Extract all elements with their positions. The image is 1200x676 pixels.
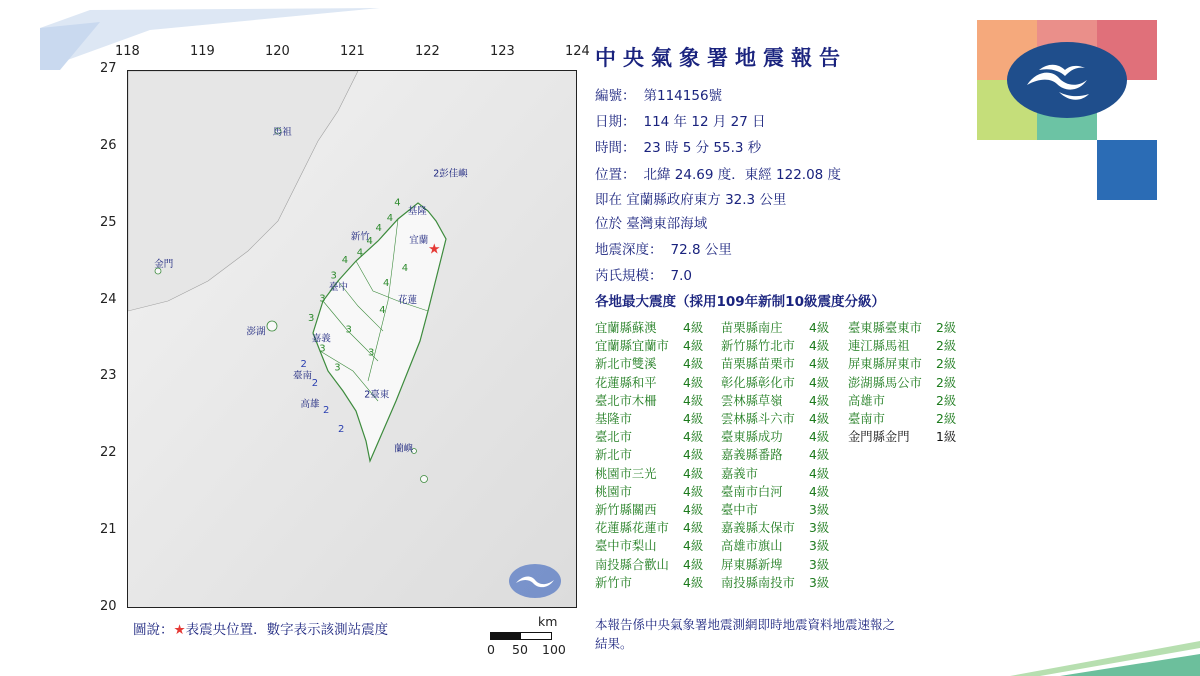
intensity-level: 1級 <box>936 430 957 445</box>
intensity-level: 2級 <box>936 357 957 372</box>
intensity-level: 2級 <box>936 339 957 354</box>
map-panel <box>95 40 590 660</box>
intensity-location: 臺中市 <box>721 503 758 517</box>
latitude-tick-20: 20 <box>100 599 117 614</box>
station-intensity-12: 3 <box>345 324 352 336</box>
place-label-13: 金門 <box>154 258 174 270</box>
report-footnote: 本報告係中央氣象署地震測網即時地震資料地震速報之結果。 <box>595 617 896 651</box>
report-depth <box>595 238 732 258</box>
intensity-level: 4級 <box>683 503 704 517</box>
intensity-location: 高雄市旗山 <box>721 539 783 554</box>
intensity-level: 4級 <box>683 575 704 590</box>
report-number <box>595 84 722 104</box>
intensity-level: 3級 <box>809 539 830 554</box>
epicenter-star-icon: ★ <box>428 241 441 258</box>
intensity-location: 雲林縣草嶺 <box>721 393 783 408</box>
report-time <box>595 136 761 156</box>
intensity-level: 4級 <box>809 412 830 426</box>
longitude-tick-120: 120 <box>265 44 290 59</box>
intensity-level: 4級 <box>683 521 704 536</box>
intensity-level: 4級 <box>683 430 704 445</box>
station-intensity-18: 2 <box>338 424 345 436</box>
penghu-islands <box>267 321 277 331</box>
report-date <box>595 110 766 130</box>
place-label-1: 2彭佳嶼 <box>433 168 468 180</box>
report-position <box>595 163 841 183</box>
place-label-11: 2臺東 <box>364 389 390 401</box>
intensity-level: 3級 <box>809 503 830 517</box>
depth-label: 地震深度： <box>595 242 663 258</box>
intensity-header: 各地最大震度（採用109年新制10級震度分級） <box>595 294 885 310</box>
intensity-location: 臺東縣成功 <box>721 430 783 445</box>
intensity-location: 新北市雙溪 <box>595 357 657 372</box>
station-intensity-13: 3 <box>319 343 326 355</box>
intensity-location: 臺北市 <box>595 430 632 445</box>
intensity-level: 2級 <box>936 375 957 390</box>
place-label-10: 高雄 <box>300 398 320 410</box>
station-intensity-14: 2 <box>300 358 307 370</box>
place-label-9: 臺南 <box>293 370 313 382</box>
station-intensity-6: 4 <box>401 262 409 274</box>
report-title: 中央氣象署地震報告 <box>595 46 847 70</box>
cwa-logo <box>977 20 1159 202</box>
intensity-location: 連江縣馬祖 <box>848 339 910 354</box>
latitude-tick-24: 24 <box>100 291 117 307</box>
intensity-location: 臺東縣臺東市 <box>848 321 922 335</box>
intensity-location: 雲林縣斗六市 <box>721 412 795 426</box>
intensity-location: 新北市 <box>595 448 632 463</box>
latitude-tick-26: 26 <box>100 137 117 153</box>
station-intensity-5: 4 <box>341 255 349 267</box>
intensity-level: 4級 <box>683 539 704 554</box>
station-intensity-10: 4 <box>379 305 386 317</box>
station-intensity-1: 4 <box>386 212 394 224</box>
logo-tile-blue <box>1097 140 1157 200</box>
intensity-location: 基隆市 <box>595 412 632 426</box>
intensity-location: 宜蘭縣蘇澳 <box>595 321 657 335</box>
station-intensity-8: 3 <box>330 270 337 282</box>
map-legend <box>133 618 388 638</box>
epicenter-star-icon: ★ <box>173 622 186 638</box>
time-label: 時間： <box>595 140 636 156</box>
date-label: 日期： <box>595 114 636 130</box>
intensity-location: 臺北市木柵 <box>595 393 657 408</box>
scale-unit: km <box>538 614 558 629</box>
intensity-level: 2級 <box>936 321 957 335</box>
intensity-location: 臺南市白河 <box>721 484 783 499</box>
scale-segment-dark <box>490 632 522 640</box>
station-intensity-19: 3 <box>368 347 375 359</box>
intensity-location: 南投縣南投市 <box>721 575 795 590</box>
station-intensity-11: 3 <box>308 312 315 324</box>
latitude-tick-21: 21 <box>100 522 117 538</box>
intensity-level: 4級 <box>683 339 704 354</box>
station-intensity-7: 4 <box>383 278 390 290</box>
intensity-level: 4級 <box>683 321 704 335</box>
report-relative-location: 即在 宜蘭縣政府東方 32.3 公里 <box>595 192 787 208</box>
scale-bar <box>487 614 575 658</box>
magnitude-label: 芮氏規模： <box>595 268 663 284</box>
station-intensity-3: 4 <box>366 235 373 247</box>
intensity-level: 4級 <box>809 448 830 463</box>
intensity-location: 苗栗縣南庄 <box>721 321 783 335</box>
scale-label-0: 0 <box>487 642 495 657</box>
station-intensity-15: 3 <box>334 362 341 374</box>
intensity-location: 嘉義縣太保市 <box>721 521 795 536</box>
place-label-6: 花蓮 <box>398 295 418 307</box>
intensity-level: 4級 <box>683 466 704 481</box>
latitude-tick-25: 25 <box>100 214 117 230</box>
logo-emblem <box>1007 42 1127 118</box>
intensity-location: 嘉義縣番路 <box>721 448 783 463</box>
intensity-level: 4級 <box>683 357 704 372</box>
bottom-right-decoration <box>1000 636 1200 676</box>
intensity-level: 4級 <box>809 339 830 354</box>
place-label-5: 臺中 <box>329 282 349 294</box>
intensity-level: 4級 <box>683 375 704 390</box>
position-label: 位置： <box>595 167 636 183</box>
longitude-tick-118: 118 <box>115 44 140 59</box>
intensity-location: 新竹縣竹北市 <box>721 339 795 354</box>
intensity-location: 屏東縣屏東市 <box>848 357 922 372</box>
intensity-location: 嘉義市 <box>721 466 758 481</box>
intensity-level: 2級 <box>936 412 957 426</box>
longitude-tick-122: 122 <box>415 44 440 59</box>
intensity-level: 4級 <box>809 321 830 335</box>
intensity-level: 4級 <box>809 357 830 372</box>
intensity-location: 花蓮縣花蓮市 <box>595 521 669 536</box>
position-value: 北緯 24.69 度．東經 122.08 度 <box>643 167 842 183</box>
time-value: 23 時 5 分 55.3 秒 <box>643 140 762 156</box>
intensity-location: 金門縣金門 <box>848 430 910 445</box>
intensity-level: 4級 <box>683 412 704 426</box>
intensity-level: 4級 <box>809 466 830 481</box>
station-intensity-2: 4 <box>375 222 382 234</box>
place-label-2: 基隆 <box>407 205 427 217</box>
latitude-tick-27: 27 <box>100 61 117 76</box>
intensity-location: 桃園市 <box>595 484 632 499</box>
station-intensity-16: 2 <box>311 378 319 390</box>
intensity-level: 4級 <box>809 375 830 390</box>
report-area: 位於 臺灣東部海域 <box>595 216 708 232</box>
latitude-tick-22: 22 <box>100 445 117 461</box>
intensity-level: 4級 <box>809 484 830 499</box>
place-label-8: 嘉義 <box>311 333 331 345</box>
earthquake-report <box>595 40 975 660</box>
report-magnitude <box>595 264 692 284</box>
station-intensity-9: 3 <box>319 293 326 305</box>
intensity-location: 南投縣合歡山 <box>595 557 669 572</box>
intensity-level: 4級 <box>683 484 704 499</box>
intensity-location: 臺中市梨山 <box>595 539 657 554</box>
intensity-location: 新竹縣關西 <box>595 503 657 517</box>
intensity-level: 4級 <box>683 448 704 463</box>
longitude-tick-119: 119 <box>190 44 215 59</box>
station-intensity-0: 4 <box>394 197 401 209</box>
legend-description: 表震央位置．數字表示該測站震度 <box>185 622 389 638</box>
intensity-location: 澎湖縣馬公市 <box>848 375 922 390</box>
intensity-level: 3級 <box>809 575 830 590</box>
place-label-3: 新竹 <box>350 231 370 243</box>
scale-segment-light <box>520 632 552 640</box>
intensity-location: 宜蘭縣宜蘭市 <box>595 339 669 354</box>
intensity-level: 3級 <box>809 521 830 536</box>
intensity-location: 桃園市三光 <box>595 466 657 481</box>
intensity-location: 花蓮縣和平 <box>595 375 657 390</box>
station-intensity-17: 2 <box>323 405 330 417</box>
station-intensity-4: 4 <box>356 247 364 259</box>
intensity-location: 彰化縣彰化市 <box>721 375 795 390</box>
date-value: 114 年 12 月 27 日 <box>643 114 766 130</box>
intensity-level: 2級 <box>936 393 957 408</box>
latitude-tick-23: 23 <box>100 368 117 384</box>
place-label-12: 蘭嶼 <box>394 443 414 455</box>
number-value: 第114156號 <box>643 88 723 104</box>
lanyu-island <box>421 476 428 483</box>
scale-label-100: 100 <box>542 642 566 657</box>
intensity-location: 高雄市 <box>848 393 885 408</box>
scale-label-50: 50 <box>512 642 528 657</box>
intensity-location: 臺南市 <box>848 412 885 426</box>
longitude-tick-123: 123 <box>490 44 515 59</box>
intensity-level: 3級 <box>809 557 830 572</box>
number-label: 編號： <box>595 88 636 104</box>
intensity-map <box>127 70 577 608</box>
intensity-location: 苗栗縣苗栗市 <box>721 357 795 372</box>
intensity-level: 4級 <box>683 557 704 572</box>
intensity-level: 4級 <box>809 393 830 408</box>
intensity-level: 4級 <box>809 430 830 445</box>
intensity-level: 4級 <box>683 393 704 408</box>
legend-prefix: 圖說： <box>133 622 174 638</box>
place-label-0: 馬祖 <box>272 126 292 138</box>
magnitude-value: 7.0 <box>670 268 692 284</box>
place-label-7: 澎湖 <box>246 326 266 338</box>
place-label-4: 宜蘭 <box>409 235 429 247</box>
intensity-location: 屏東縣新埤 <box>721 557 783 572</box>
longitude-tick-124: 124 <box>565 44 590 59</box>
depth-value: 72.8 公里 <box>670 242 732 258</box>
longitude-tick-121: 121 <box>340 44 365 59</box>
intensity-location: 新竹市 <box>595 575 632 590</box>
